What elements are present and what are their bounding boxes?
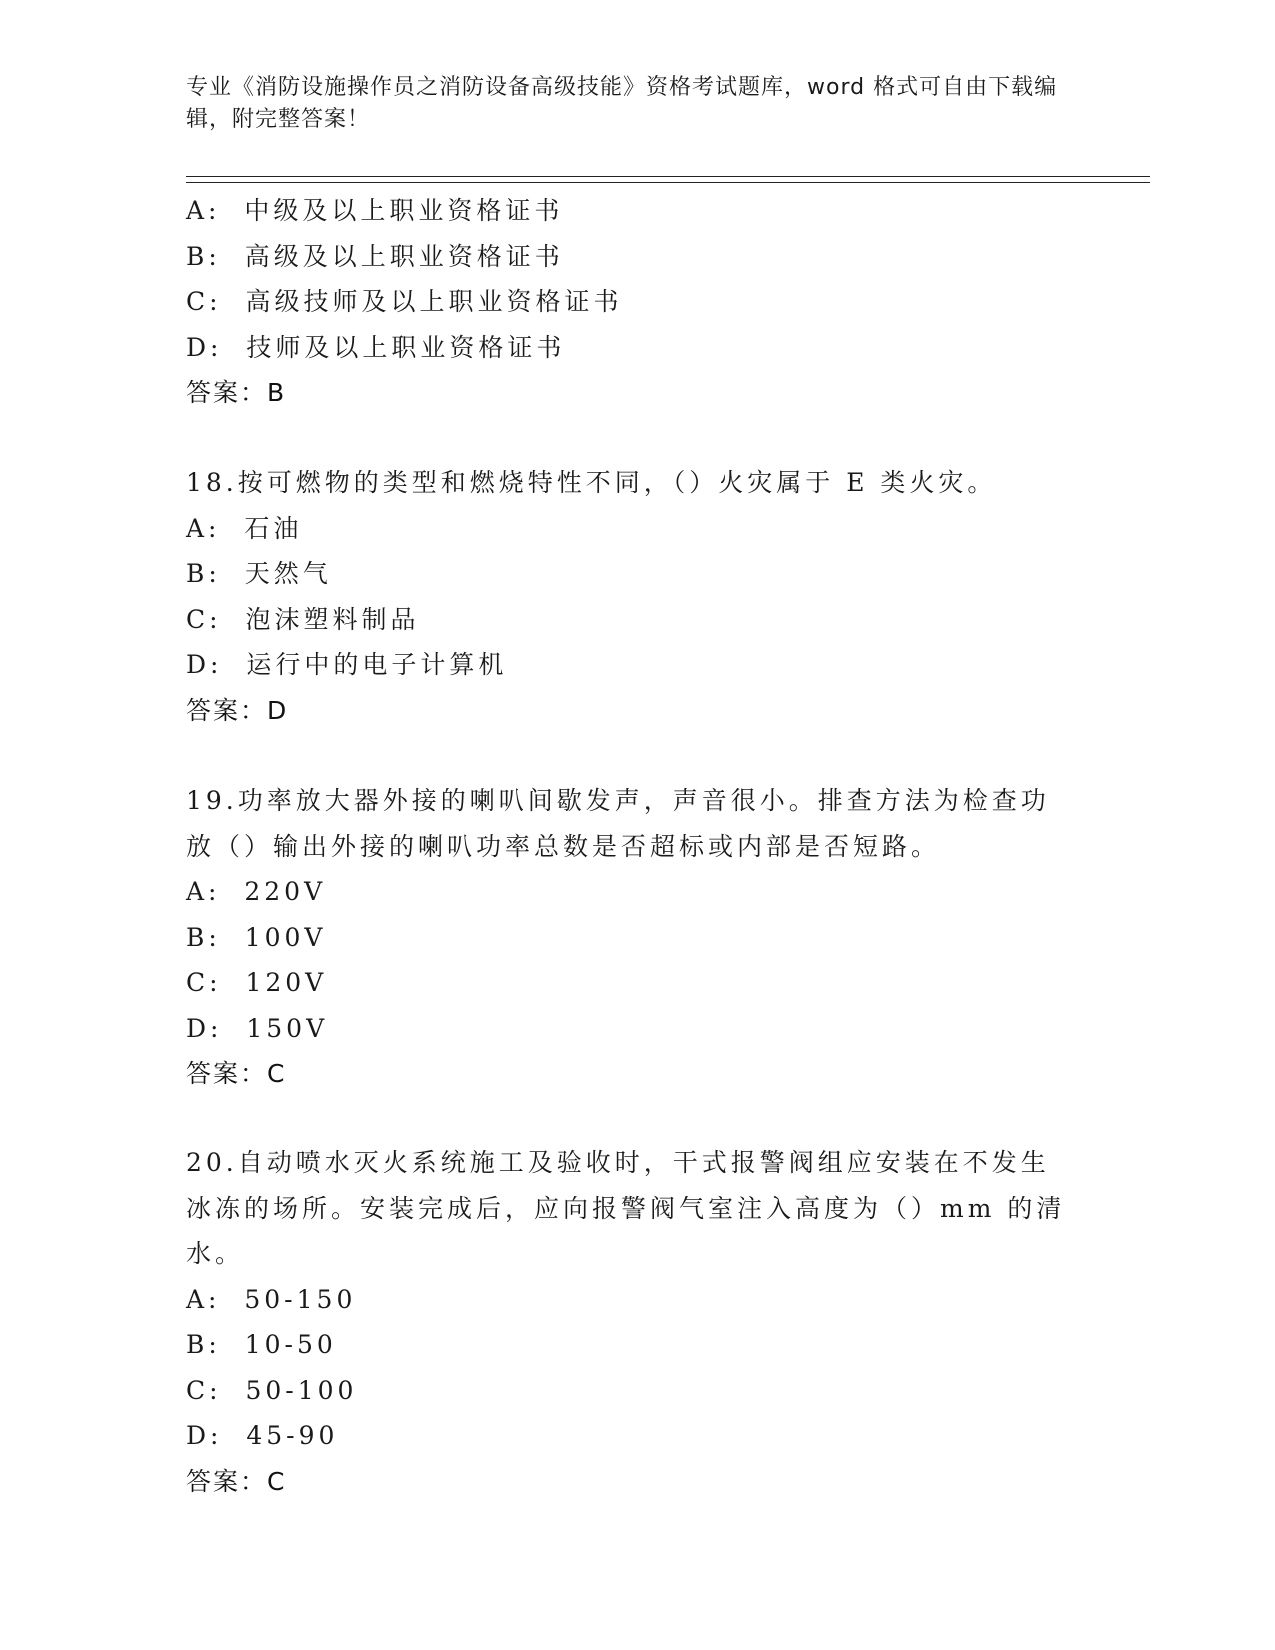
option-d: D: 技师及以上职业资格证书 xyxy=(186,332,566,362)
header-divider-bottom xyxy=(186,182,1150,183)
question-block-18 xyxy=(186,460,1086,733)
question-block-20 xyxy=(186,1140,1086,1504)
option-a: A: 中级及以上职业资格证书 xyxy=(186,196,564,225)
option-d: D: 150V xyxy=(186,1013,329,1043)
document-header: 专业《消防设施操作员之消防设备高级技能》资格考试题库，word 格式可自由下载编辑，附完整答案！ xyxy=(186,75,1058,132)
answer-line: 答案：B xyxy=(186,378,287,407)
question-text: 19.功率放大器外接的喇叭间歇发声，声音很小。排查方法为检查功放（）输出外接的喇叭功率总数是否超标或内部是否短路。 xyxy=(186,786,1050,861)
answer-line: 答案：C xyxy=(186,1466,287,1496)
question-text: 20.自动喷水灭火系统施工及验收时，干式报警阀组应安装在不发生冰冻的场所。安装完成后，应向报警阀气室注入高度为（）mm 的清水。 xyxy=(186,1148,1066,1268)
option-b: B: 10-50 xyxy=(186,1330,337,1359)
question-block-continued xyxy=(186,188,1086,416)
answer-line: 答案：C xyxy=(186,1059,287,1088)
option-a: A: 50-150 xyxy=(186,1284,357,1314)
option-b: B: 高级及以上职业资格证书 xyxy=(186,241,564,271)
option-a: A: 220V xyxy=(186,877,327,906)
option-c: C: 高级技师及以上职业资格证书 xyxy=(186,287,623,316)
option-a: A: 石油 xyxy=(186,513,303,543)
question-block-19 xyxy=(186,778,1086,1097)
option-c: C: 泡沫塑料制品 xyxy=(186,604,420,634)
header-divider-top xyxy=(186,176,1150,177)
option-b: B: 天然气 xyxy=(186,559,332,588)
answer-line: 答案：D xyxy=(186,695,289,725)
option-d: D: 运行中的电子计算机 xyxy=(186,650,508,679)
option-d: D: 45-90 xyxy=(186,1421,339,1450)
option-b: B: 100V xyxy=(186,922,327,952)
option-c: C: 120V xyxy=(186,968,328,997)
question-text: 18.按可燃物的类型和燃烧特性不同，（）火灾属于 E 类火灾。 xyxy=(186,468,997,497)
option-c: C: 50-100 xyxy=(186,1375,358,1405)
